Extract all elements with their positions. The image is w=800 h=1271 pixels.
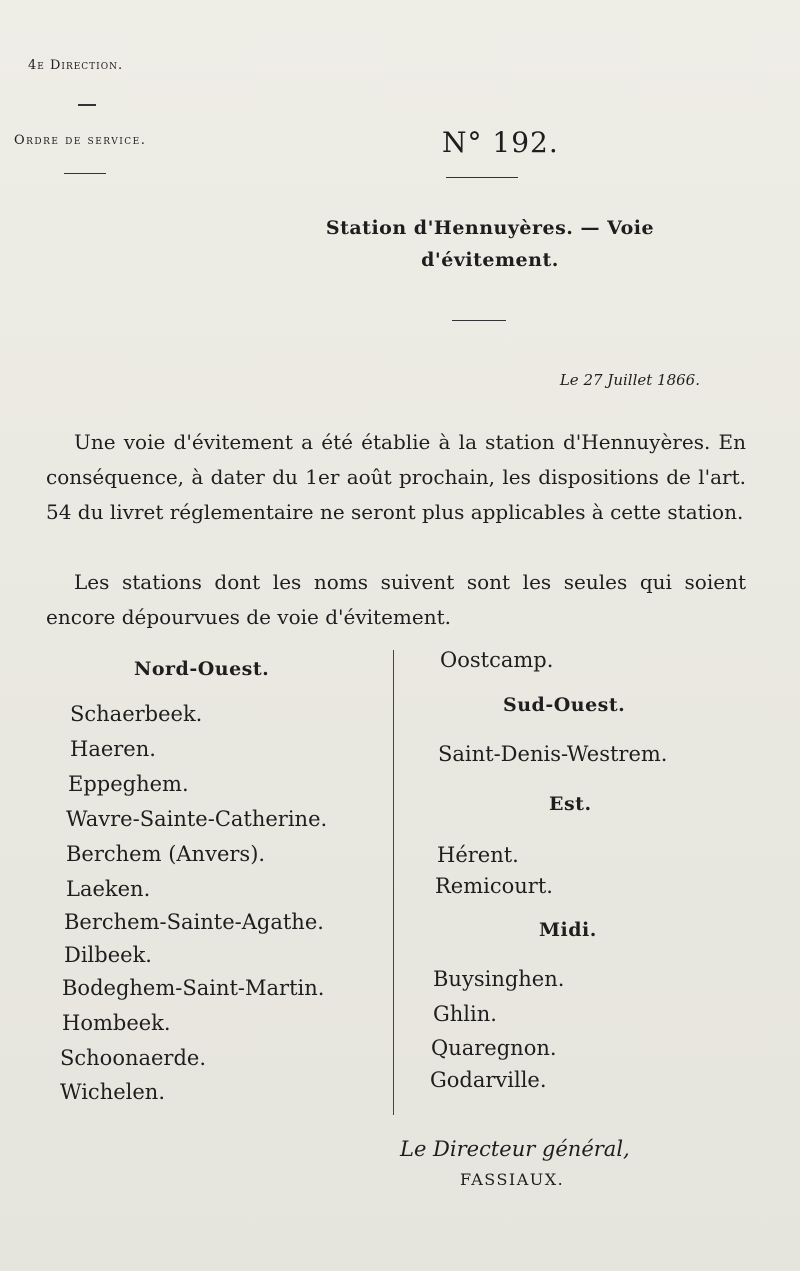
station-item: Laeken.	[66, 877, 151, 901]
column-divider	[393, 650, 394, 1115]
order-number: N° 192.	[442, 126, 559, 159]
station-item: Saint-Denis-Westrem.	[438, 742, 668, 766]
section-heading-est: Est.	[549, 793, 592, 815]
signature-name: FASSIAUX.	[460, 1170, 565, 1189]
station-item: Schoonaerde.	[60, 1046, 207, 1070]
station-item: Ghlin.	[433, 1002, 497, 1026]
date-line: Le 27 Juillet 1866.	[559, 371, 700, 389]
station-item: Schaerbeek.	[70, 702, 203, 726]
direction-label: 4e Direction.	[28, 58, 124, 73]
divider	[78, 104, 96, 106]
divider	[446, 177, 518, 178]
section-heading-sud-ouest: Sud-Ouest.	[503, 694, 626, 716]
station-item: Hombeek.	[62, 1011, 171, 1035]
title-line-1: Station d'Hennuyères. — Voie	[325, 217, 655, 239]
section-heading-nord-ouest: Nord-Ouest.	[134, 658, 270, 680]
station-item: Remicourt.	[435, 874, 553, 898]
page-title	[260, 212, 720, 276]
station-item: Quaregnon.	[431, 1036, 557, 1060]
station-item: Buysinghen.	[433, 967, 565, 991]
section-heading-midi: Midi.	[539, 919, 597, 941]
divider	[452, 320, 506, 321]
station-item: Wavre-Sainte-Catherine.	[66, 807, 328, 831]
station-item: Eppeghem.	[68, 772, 189, 796]
station-item: Godarville.	[430, 1068, 547, 1092]
ordre-de-service-label: Ordre de service.	[14, 133, 147, 148]
title-line-2: d'évitement.	[421, 249, 559, 271]
station-item: Hérent.	[437, 843, 519, 867]
station-item: Dilbeek.	[64, 943, 152, 967]
signature-role: Le Directeur général,	[400, 1137, 630, 1161]
station-item: Berchem (Anvers).	[66, 842, 266, 866]
station-item: Bodeghem-Saint-Martin.	[62, 976, 325, 1000]
station-item: Haeren.	[70, 737, 156, 761]
divider	[64, 173, 106, 174]
paragraph-1: Une voie d'évitement a été établie à la station d'Hennuyères. En conséquence, à dater du 1er août prochain, les dispositions de l'art. 54 du livret réglementaire ne seront plus applicables à cette station.	[46, 430, 746, 524]
station-item: Oostcamp.	[440, 648, 554, 672]
station-item: Wichelen.	[60, 1080, 165, 1104]
paragraph-2: Les stations dont les noms suivent sont les seules qui soient encore dépourvues de voie d'évitement.	[46, 570, 746, 629]
station-item: Berchem-Sainte-Agathe.	[64, 910, 324, 934]
